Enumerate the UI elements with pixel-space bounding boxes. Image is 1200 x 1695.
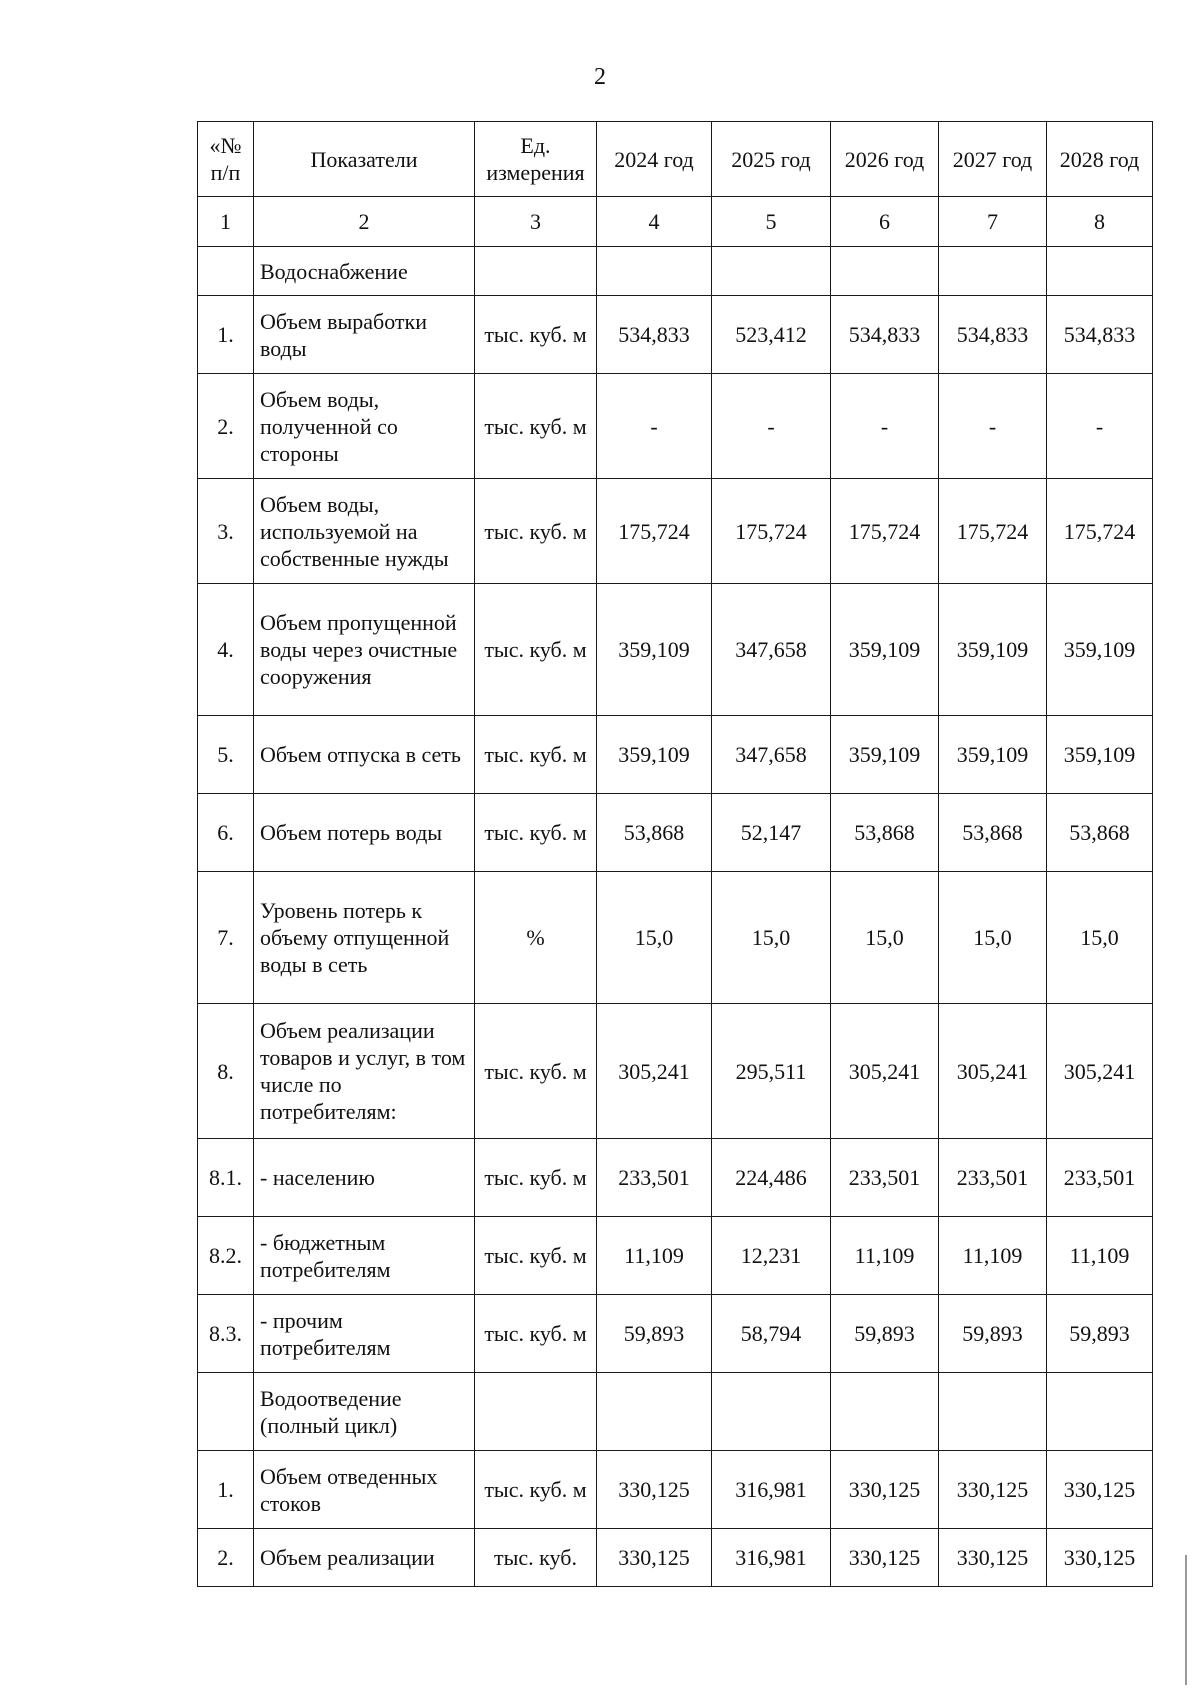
value-cell-2026: - bbox=[831, 374, 939, 479]
row-number-cell: 4. bbox=[198, 584, 254, 716]
value-cell-2026 bbox=[831, 1373, 939, 1451]
header-cell-2026: 2026 год bbox=[831, 122, 939, 197]
value-cell-2028: 233,501 bbox=[1047, 1139, 1153, 1217]
unit-cell: % bbox=[475, 872, 597, 1004]
header-cell-2025: 2025 год bbox=[712, 122, 831, 197]
value-cell-2027 bbox=[939, 247, 1047, 296]
unit-cell: тыс. куб. м bbox=[475, 794, 597, 872]
indicator-cell: Водоснабжение bbox=[254, 247, 475, 296]
row-number-cell: 3. bbox=[198, 479, 254, 584]
value-cell-2026: 11,109 bbox=[831, 1217, 939, 1295]
value-cell-2028: - bbox=[1047, 374, 1153, 479]
page-number: 2 bbox=[594, 64, 606, 90]
unit-cell: тыс. куб. м bbox=[475, 1004, 597, 1139]
row-number-cell: 1. bbox=[198, 296, 254, 374]
indicator-cell: - прочим потребителям bbox=[254, 1295, 475, 1373]
value-cell-2028: 11,109 bbox=[1047, 1217, 1153, 1295]
value-cell-2024: 305,241 bbox=[597, 1004, 712, 1139]
value-cell-2027: 11,109 bbox=[939, 1217, 1047, 1295]
header-cell-2024: 2024 год bbox=[597, 122, 712, 197]
value-cell-2026: 359,109 bbox=[831, 716, 939, 794]
value-cell-2024: 11,109 bbox=[597, 1217, 712, 1295]
table-row bbox=[198, 794, 1153, 872]
value-cell-2024: 233,501 bbox=[597, 1139, 712, 1217]
value-cell-2026: 330,125 bbox=[831, 1451, 939, 1529]
table-row bbox=[198, 1451, 1153, 1529]
value-cell-2025: 523,412 bbox=[712, 296, 831, 374]
unit-cell: тыс. куб. bbox=[475, 1529, 597, 1587]
value-cell-2026: 534,833 bbox=[831, 296, 939, 374]
value-cell-2024: 359,109 bbox=[597, 716, 712, 794]
value-cell-2024 bbox=[597, 247, 712, 296]
header-cell-indicator: Показатели bbox=[254, 122, 475, 197]
value-cell-2025 bbox=[712, 1373, 831, 1451]
indicator-cell: Объем потерь воды bbox=[254, 794, 475, 872]
value-cell-2027: 53,868 bbox=[939, 794, 1047, 872]
value-cell-2027: - bbox=[939, 374, 1047, 479]
table-row bbox=[198, 1295, 1153, 1373]
value-cell-2024: 534,833 bbox=[597, 296, 712, 374]
value-cell-2027: 359,109 bbox=[939, 584, 1047, 716]
unit-cell: тыс. куб. м bbox=[475, 1295, 597, 1373]
indicator-cell: Объем выработки воды bbox=[254, 296, 475, 374]
unit-cell: тыс. куб. м bbox=[475, 1217, 597, 1295]
value-cell-2028: 15,0 bbox=[1047, 872, 1153, 1004]
unit-cell: тыс. куб. м bbox=[475, 374, 597, 479]
value-cell-2028: 53,868 bbox=[1047, 794, 1153, 872]
column-number-cell: 8 bbox=[1047, 197, 1153, 247]
value-cell-2024: 330,125 bbox=[597, 1529, 712, 1587]
unit-cell: тыс. куб. м bbox=[475, 296, 597, 374]
column-number-cell: 6 bbox=[831, 197, 939, 247]
value-cell-2026: 233,501 bbox=[831, 1139, 939, 1217]
value-cell-2028: 359,109 bbox=[1047, 716, 1153, 794]
scan-edge-mark bbox=[1185, 1555, 1187, 1685]
value-cell-2026: 59,893 bbox=[831, 1295, 939, 1373]
value-cell-2025: 347,658 bbox=[712, 716, 831, 794]
value-cell-2025: 15,0 bbox=[712, 872, 831, 1004]
value-cell-2025: 295,511 bbox=[712, 1004, 831, 1139]
column-number-cell: 4 bbox=[597, 197, 712, 247]
unit-cell: тыс. куб. м bbox=[475, 479, 597, 584]
value-cell-2026: 305,241 bbox=[831, 1004, 939, 1139]
value-cell-2025: 224,486 bbox=[712, 1139, 831, 1217]
table-row bbox=[198, 296, 1153, 374]
value-cell-2027: 15,0 bbox=[939, 872, 1047, 1004]
value-cell-2025: 12,231 bbox=[712, 1217, 831, 1295]
value-cell-2025: 175,724 bbox=[712, 479, 831, 584]
row-number-cell bbox=[198, 1373, 254, 1451]
table-row bbox=[198, 584, 1153, 716]
value-cell-2024: 53,868 bbox=[597, 794, 712, 872]
column-number-cell: 5 bbox=[712, 197, 831, 247]
value-cell-2024: 175,724 bbox=[597, 479, 712, 584]
header-cell-unit: Ед. измерения bbox=[475, 122, 597, 197]
value-cell-2024: 330,125 bbox=[597, 1451, 712, 1529]
header-cell-2027: 2027 год bbox=[939, 122, 1047, 197]
indicator-cell: Объем воды, полученной со стороны bbox=[254, 374, 475, 479]
indicator-cell: - бюджетным потребителям bbox=[254, 1217, 475, 1295]
indicator-cell: Объем реализации bbox=[254, 1529, 475, 1587]
value-cell-2026: 175,724 bbox=[831, 479, 939, 584]
row-number-cell: 8.1. bbox=[198, 1139, 254, 1217]
row-number-cell: 1. bbox=[198, 1451, 254, 1529]
indicator-cell: Объем отпуска в сеть bbox=[254, 716, 475, 794]
value-cell-2028: 330,125 bbox=[1047, 1529, 1153, 1587]
value-cell-2027: 233,501 bbox=[939, 1139, 1047, 1217]
value-cell-2027: 534,833 bbox=[939, 296, 1047, 374]
row-number-cell bbox=[198, 247, 254, 296]
value-cell-2025: 58,794 bbox=[712, 1295, 831, 1373]
column-number-cell: 2 bbox=[254, 197, 475, 247]
indicator-cell: Уровень потерь к объему отпущенной воды в сеть bbox=[254, 872, 475, 1004]
unit-cell: тыс. куб. м bbox=[475, 1139, 597, 1217]
value-cell-2024: - bbox=[597, 374, 712, 479]
table-row bbox=[198, 1139, 1153, 1217]
table-row bbox=[198, 1217, 1153, 1295]
value-cell-2028 bbox=[1047, 247, 1153, 296]
row-number-cell: 2. bbox=[198, 1529, 254, 1587]
value-cell-2026: 15,0 bbox=[831, 872, 939, 1004]
header-cell-2028: 2028 год bbox=[1047, 122, 1153, 197]
header-cell-number: «№ п/п bbox=[198, 122, 254, 197]
table-row bbox=[198, 374, 1153, 479]
column-number-cell: 1 bbox=[198, 197, 254, 247]
table-row bbox=[198, 479, 1153, 584]
indicator-cell: Объем отведенных стоков bbox=[254, 1451, 475, 1529]
row-number-cell: 7. bbox=[198, 872, 254, 1004]
table-row bbox=[198, 1529, 1153, 1587]
header-row bbox=[198, 122, 1153, 197]
value-cell-2026: 359,109 bbox=[831, 584, 939, 716]
unit-cell bbox=[475, 247, 597, 296]
value-cell-2025: 316,981 bbox=[712, 1451, 831, 1529]
row-number-cell: 8. bbox=[198, 1004, 254, 1139]
row-number-cell: 5. bbox=[198, 716, 254, 794]
indicators-table bbox=[197, 121, 1153, 1587]
column-number-cell: 7 bbox=[939, 197, 1047, 247]
column-number-cell: 3 bbox=[475, 197, 597, 247]
table-row bbox=[198, 1373, 1153, 1451]
indicator-cell: Водоотведение (полный цикл) bbox=[254, 1373, 475, 1451]
column-number-row bbox=[198, 197, 1153, 247]
value-cell-2026: 53,868 bbox=[831, 794, 939, 872]
indicator-cell: - населению bbox=[254, 1139, 475, 1217]
table-row bbox=[198, 872, 1153, 1004]
value-cell-2027 bbox=[939, 1373, 1047, 1451]
value-cell-2028: 534,833 bbox=[1047, 296, 1153, 374]
row-number-cell: 8.2. bbox=[198, 1217, 254, 1295]
unit-cell: тыс. куб. м bbox=[475, 1451, 597, 1529]
value-cell-2027: 175,724 bbox=[939, 479, 1047, 584]
value-cell-2025: 52,147 bbox=[712, 794, 831, 872]
indicator-cell: Объем воды, используемой на собственные нужды bbox=[254, 479, 475, 584]
unit-cell bbox=[475, 1373, 597, 1451]
row-number-cell: 6. bbox=[198, 794, 254, 872]
row-number-cell: 8.3. bbox=[198, 1295, 254, 1373]
value-cell-2028: 305,241 bbox=[1047, 1004, 1153, 1139]
value-cell-2028: 359,109 bbox=[1047, 584, 1153, 716]
value-cell-2025: 347,658 bbox=[712, 584, 831, 716]
value-cell-2027: 359,109 bbox=[939, 716, 1047, 794]
value-cell-2027: 305,241 bbox=[939, 1004, 1047, 1139]
value-cell-2027: 59,893 bbox=[939, 1295, 1047, 1373]
unit-cell: тыс. куб. м bbox=[475, 584, 597, 716]
value-cell-2024 bbox=[597, 1373, 712, 1451]
table-row bbox=[198, 1004, 1153, 1139]
row-number-cell: 2. bbox=[198, 374, 254, 479]
indicator-cell: Объем пропущенной воды через очистные сооружения bbox=[254, 584, 475, 716]
value-cell-2024: 15,0 bbox=[597, 872, 712, 1004]
value-cell-2025: 316,981 bbox=[712, 1529, 831, 1587]
value-cell-2027: 330,125 bbox=[939, 1529, 1047, 1587]
value-cell-2024: 359,109 bbox=[597, 584, 712, 716]
unit-cell: тыс. куб. м bbox=[475, 716, 597, 794]
table-row bbox=[198, 247, 1153, 296]
indicator-cell: Объем реализации товаров и услуг, в том числе по потребителям: bbox=[254, 1004, 475, 1139]
value-cell-2027: 330,125 bbox=[939, 1451, 1047, 1529]
value-cell-2024: 59,893 bbox=[597, 1295, 712, 1373]
value-cell-2025: - bbox=[712, 374, 831, 479]
value-cell-2026: 330,125 bbox=[831, 1529, 939, 1587]
table-row bbox=[198, 716, 1153, 794]
value-cell-2028: 330,125 bbox=[1047, 1451, 1153, 1529]
value-cell-2028 bbox=[1047, 1373, 1153, 1451]
value-cell-2028: 175,724 bbox=[1047, 479, 1153, 584]
value-cell-2025 bbox=[712, 247, 831, 296]
value-cell-2026 bbox=[831, 247, 939, 296]
value-cell-2028: 59,893 bbox=[1047, 1295, 1153, 1373]
